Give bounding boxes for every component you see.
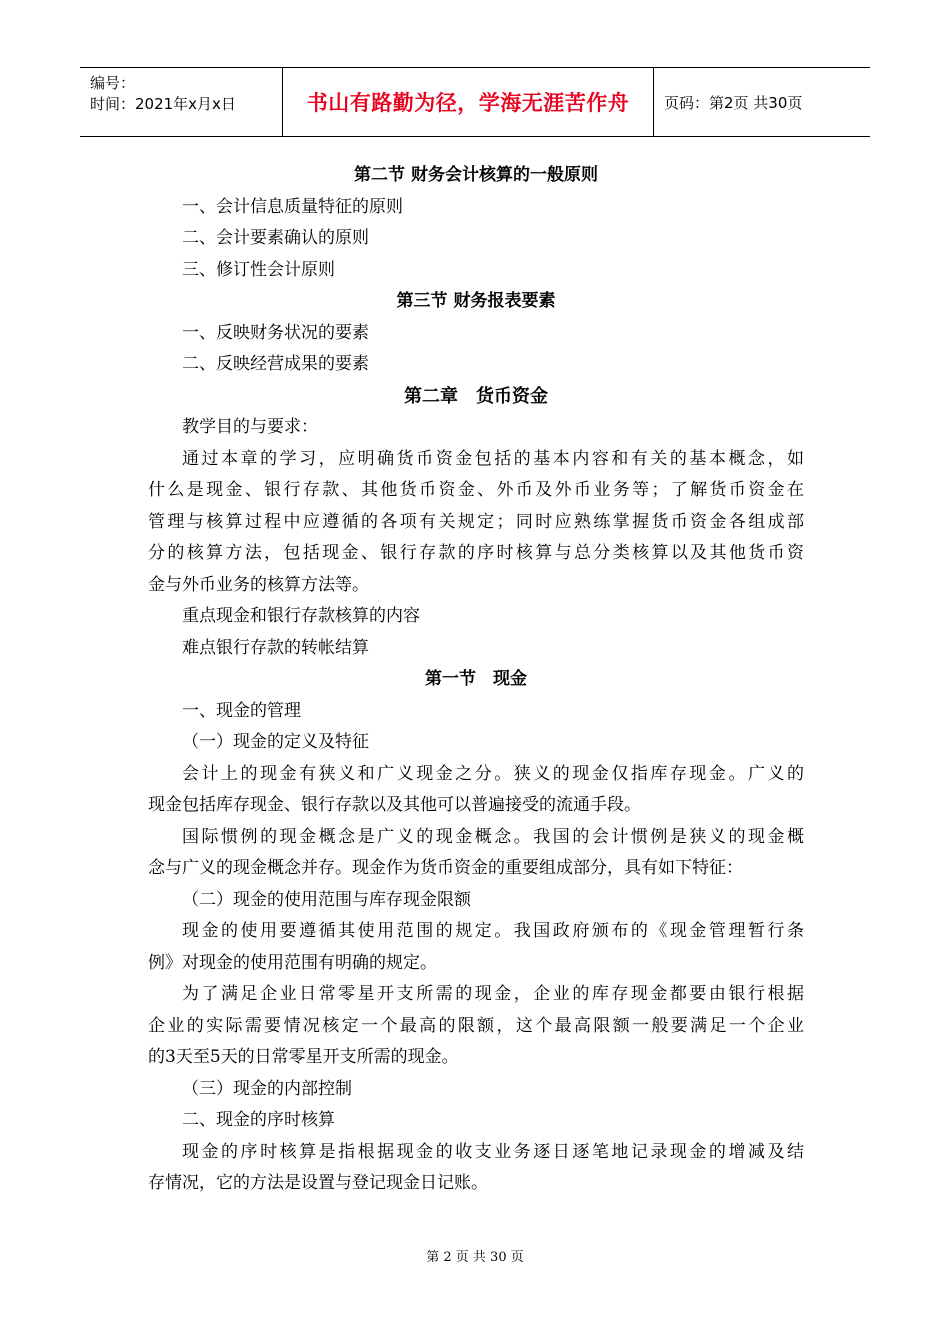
paragraph-line: 什么是现金、银行存款、其他货币资金、外币及外币业务等；了解货币资金在 (148, 480, 804, 500)
paragraph-line: 现金的序时核算是指根据现金的收支业务逐日逐笔地记录现金的增减及结 (182, 1141, 804, 1162)
text-line: 一、反映财务状况的要素 (182, 322, 369, 343)
paragraph-line: 为了满足企业日常零星开支所需的现金，企业的库存现金都要由银行根据 (182, 984, 804, 1004)
text-line: （三）现金的内部控制 (182, 1078, 352, 1099)
text-line: 重点现金和银行存款核算的内容 (182, 606, 420, 626)
document-number-label: 编号： (90, 74, 136, 92)
text-line: （二）现金的使用范围与库存现金限额 (182, 889, 471, 910)
paragraph-line: 会计上的现金有狭义和广义现金之分。狭义的现金仅指库存现金。广义的 (182, 763, 804, 784)
paragraph (148, 979, 804, 1074)
header-motto-cell (282, 68, 654, 136)
paragraph-line: 通过本章的学习，应明确货币资金包括的基本内容和有关的基本概念，如 (182, 448, 804, 469)
paragraph (148, 1137, 804, 1200)
text-line: 一、现金的管理 (182, 700, 301, 721)
text-line: 三、修订性会计原则 (182, 259, 335, 280)
paragraph (148, 444, 804, 602)
paragraph-line: 金与外币业务的核算方法等。 (148, 574, 369, 595)
text-line: （一）现金的定义及特征 (182, 732, 369, 752)
page-footer: 第 2 页 共 30 页 (426, 1250, 524, 1265)
paragraph-line: 现金的使用要遵循其使用范围的规定。我国政府颁布的《现金管理暂行条 (182, 921, 804, 941)
document-header (80, 67, 870, 137)
paragraph-line: 分的核算方法，包括现金、银行存款的序时核算与总分类核算以及其他货币资 (148, 543, 804, 563)
paragraph-line: 存情况，它的方法是设置与登记现金日记账。 (148, 1173, 488, 1193)
paragraph (148, 759, 804, 822)
paragraph (148, 916, 804, 979)
header-page-info: 页码：第2页 共30页 (664, 93, 803, 112)
paragraph-line: 国际惯例的现金概念是广义的现金概念。我国的会计惯例是狭义的现金概 (182, 826, 804, 847)
paragraph-line: 现金包括库存现金、银行存款以及其他可以普遍接受的流通手段。 (148, 795, 641, 815)
header-meta (80, 68, 282, 136)
text-line: 二、反映经营成果的要素 (182, 354, 369, 374)
section-title: 第三节 财务报表要素 (396, 291, 556, 311)
text-line: 二、现金的序时核算 (182, 1110, 335, 1130)
header-motto: 书山有路勤为径，学海无涯苦作舟 (306, 91, 630, 115)
paragraph-line: 企业的实际需要情况核定一个最高的限额，这个最高限额一般要满足一个企业 (148, 1015, 804, 1036)
chapter-title: 第二章 货币资金 (404, 385, 548, 407)
paragraph-line: 例》对现金的使用范围有明确的规定。 (148, 952, 437, 973)
paragraph-line: 的3天至5天的日常零星开支所需的现金。 (148, 1047, 459, 1067)
paragraph-line: 念与广义的现金概念并存。现金作为货币资金的重要组成部分，具有如下特征： (148, 858, 743, 878)
document-body (148, 160, 804, 1200)
document-time-label: 时间：2021年x月x日 (90, 95, 236, 113)
text-line: 二、会计要素确认的原则 (182, 228, 369, 248)
text-line: 难点银行存款的转帐结算 (182, 637, 369, 658)
section-title: 第一节 现金 (425, 669, 527, 689)
text-line: 一、会计信息质量特征的原则 (182, 196, 403, 217)
section-title: 第二节 财务会计核算的一般原则 (354, 165, 598, 185)
paragraph (148, 822, 804, 885)
header-page-info-cell (654, 68, 870, 136)
paragraph-line: 管理与核算过程中应遵循的各项有关规定；同时应熟练掌握货币资金各组成部 (148, 511, 804, 532)
text-line: 教学目的与要求： (182, 417, 318, 437)
